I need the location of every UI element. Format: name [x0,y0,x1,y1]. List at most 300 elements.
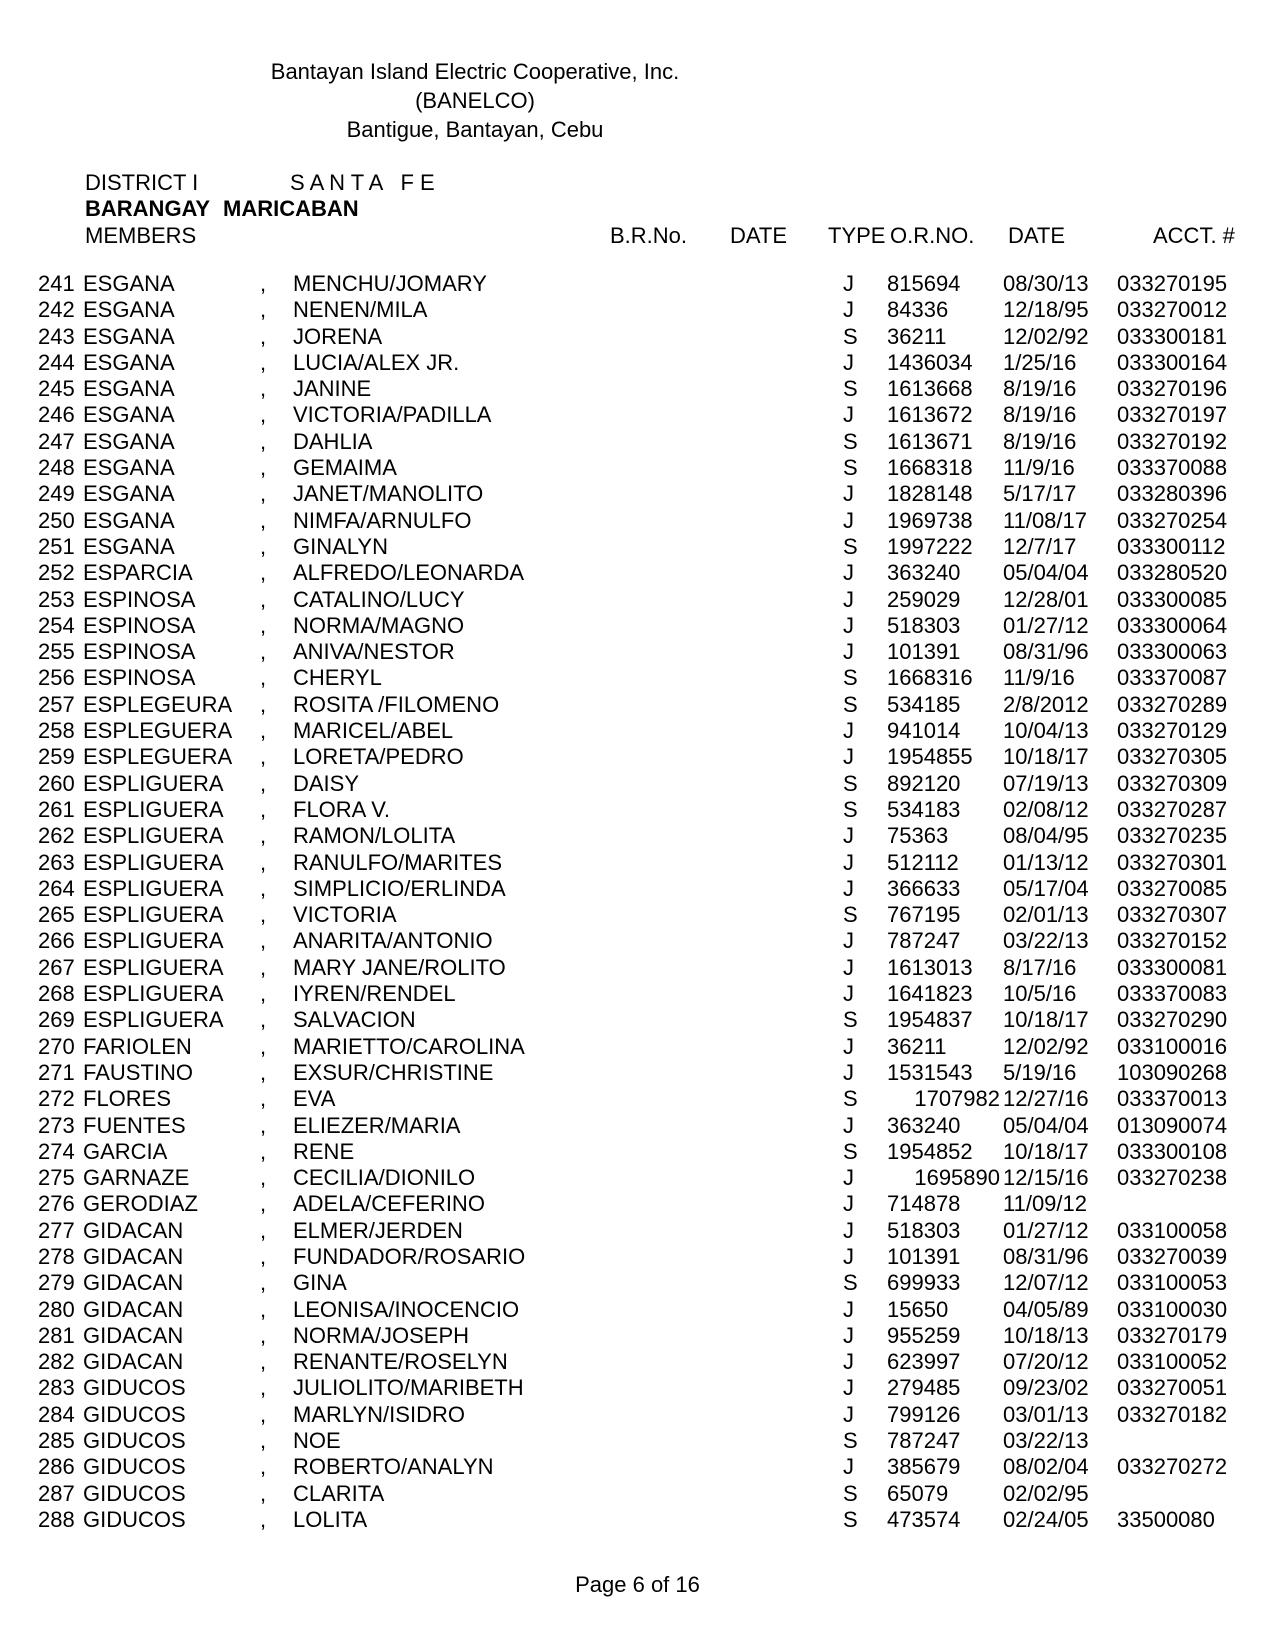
member-surname: GIDUCOS [83,1375,186,1401]
comma-separator: , [260,533,267,559]
comma-separator: , [260,507,267,533]
or-number: 363240 [887,560,961,586]
row-number: 279 [38,1270,75,1296]
row-number: 258 [38,718,75,744]
account-number: 033370083 [1117,981,1228,1007]
row-number: 265 [38,902,75,928]
member-surname: ESGANA [83,455,175,481]
membership-type: S [843,455,858,481]
table-row [0,1086,1275,1112]
or-number: 534185 [887,691,961,717]
account-number: 033270309 [1117,770,1228,796]
table-row [0,534,1275,560]
table-row [0,1113,1275,1139]
row-number: 269 [38,1007,75,1033]
account-number: 033270287 [1117,796,1228,822]
or-date: 12/07/12 [1003,1270,1089,1296]
or-date-column-header: DATE [1008,223,1066,248]
row-number: 272 [38,1086,75,1112]
or-date: 8/17/16 [1003,954,1077,980]
or-date: 07/19/13 [1003,770,1089,796]
table-row [0,1165,1275,1191]
member-given-names: DAISY [293,770,360,796]
membership-type: S [843,1086,858,1112]
table-row [0,455,1275,481]
comma-separator: , [260,902,267,928]
account-number: 033370088 [1117,455,1228,481]
comma-separator: , [260,1191,267,1217]
table-row [0,1218,1275,1244]
table-row [0,587,1275,613]
or-date: 10/18/17 [1003,744,1089,770]
table-row [0,876,1275,902]
member-surname: ESGANA [83,271,175,296]
row-number: 262 [38,823,75,849]
member-surname: ESPLIGUERA [83,1007,224,1033]
orno-column-header: O.R.NO. [890,223,975,248]
membership-type: J [843,875,854,901]
member-given-names: FUNDADOR/ROSARIO [293,1243,526,1269]
row-number: 280 [38,1296,75,1322]
account-number: 033300112 [1117,533,1226,559]
membership-type: S [843,1138,858,1164]
membership-type: J [843,1375,854,1401]
member-given-names: SIMPLICIO/ERLINDA [293,875,506,901]
comma-separator: , [260,849,267,875]
or-date: 12/02/92 [1003,323,1089,349]
member-given-names: NORMA/MAGNO [293,612,465,638]
or-date: 03/22/13 [1003,928,1089,954]
row-number: 241 [38,271,75,296]
or-date: 11/9/16 [1003,665,1075,691]
or-number: 65079 [887,1480,949,1506]
membership-type: J [843,586,854,612]
member-surname: ESGANA [83,507,175,533]
comma-separator: , [260,612,267,638]
table-row [0,1244,1275,1270]
or-date: 12/15/16 [1003,1165,1089,1191]
row-number: 277 [38,1217,75,1243]
membership-type: S [843,902,858,928]
membership-type: S [843,1506,858,1532]
row-number: 253 [38,586,75,612]
or-date: 02/08/12 [1003,796,1089,822]
account-number: 013090074 [1117,1112,1228,1138]
account-number: 033300108 [1117,1138,1228,1164]
or-number: 1436034 [887,349,973,375]
comma-separator: , [260,1033,267,1059]
account-number: 033270196 [1117,376,1228,402]
row-number: 267 [38,954,75,980]
comma-separator: , [260,376,267,402]
member-surname: ESGANA [83,297,175,323]
or-date: 08/31/96 [1003,639,1089,665]
comma-separator: , [260,1480,267,1506]
account-number: 033280520 [1117,560,1228,586]
member-surname: GERODIAZ [83,1191,198,1217]
or-number: 101391 [887,1243,961,1269]
table-row [0,692,1275,718]
member-surname: ESPINOSA [83,665,196,691]
member-surname: ESPLEGEURA [83,691,233,717]
row-number: 275 [38,1165,75,1191]
comma-separator: , [260,402,267,428]
account-number: 033300181 [1117,323,1228,349]
or-number: 1668318 [887,455,973,481]
comma-separator: , [260,691,267,717]
row-number: 245 [38,376,75,402]
comma-separator: , [260,1165,267,1191]
or-date: 8/19/16 [1003,428,1077,454]
table-row [0,981,1275,1007]
table-row [0,1270,1275,1296]
membership-type: S [843,323,858,349]
account-number: 033270039 [1117,1243,1228,1269]
membership-type: J [843,1191,854,1217]
member-surname: ESPLIGUERA [83,796,224,822]
or-number: 259029 [887,586,961,612]
or-number: 799126 [887,1401,961,1427]
table-row [0,797,1275,823]
or-number: 787247 [887,928,961,954]
or-date: 03/01/13 [1003,1401,1089,1427]
member-given-names: JULIOLITO/MARIBETH [293,1375,524,1401]
row-number: 266 [38,928,75,954]
district-line [0,170,1275,196]
member-given-names: NIMFA/ARNULFO [293,507,472,533]
member-given-names: IYREN/RENDEL [293,981,456,1007]
or-number: 84336 [887,297,949,323]
or-number: 363240 [887,1112,961,1138]
account-number: 033270195 [1117,271,1228,296]
table-row [0,823,1275,849]
row-number: 261 [38,796,75,822]
account-number: 033270197 [1117,402,1228,428]
table-row [0,1428,1275,1454]
or-number: 1613013 [887,954,973,980]
comma-separator: , [260,1506,267,1532]
member-given-names: ADELA/CEFERINO [293,1191,485,1217]
table-row [0,1060,1275,1086]
or-date: 12/7/17 [1003,533,1077,559]
account-number: 033270012 [1117,297,1228,323]
account-number: 033300164 [1117,349,1228,375]
table-row [0,1507,1275,1533]
comma-separator: , [260,323,267,349]
comma-separator: , [260,1270,267,1296]
or-date: 12/02/92 [1003,1033,1089,1059]
member-surname: ESPLIGUERA [83,954,224,980]
member-given-names: MARIETTO/CAROLINA [293,1033,525,1059]
or-number: 1613668 [887,376,973,402]
comma-separator: , [260,875,267,901]
or-number: 36211 [887,1033,947,1059]
membership-type: S [843,428,858,454]
table-row [0,1349,1275,1375]
or-number: 1954855 [887,744,973,770]
comma-separator: , [260,428,267,454]
member-given-names: RENANTE/ROSELYN [293,1349,508,1375]
or-number: 1954852 [887,1138,973,1164]
or-date: 01/27/12 [1003,612,1089,638]
or-date: 02/24/05 [1003,1506,1089,1532]
organization-header [0,57,950,144]
row-number: 250 [38,507,75,533]
member-given-names: VICTORIA [293,902,397,928]
member-given-names: ROSITA /FILOMENO [293,691,500,717]
comma-separator: , [260,349,267,375]
organization-address: Bantigue, Bantayan, Cebu [346,117,604,142]
member-surname: ESPINOSA [83,586,196,612]
organization-acronym: (BANELCO) [415,88,535,113]
member-given-names: SALVACION [293,1007,416,1033]
account-number: 033100016 [1117,1033,1228,1059]
row-number: 286 [38,1454,75,1480]
row-number: 273 [38,1112,75,1138]
table-row [0,1191,1275,1217]
table-row [0,850,1275,876]
table-row [0,1297,1275,1323]
row-number: 251 [38,533,75,559]
account-number: 033270235 [1117,823,1228,849]
or-number: 714878 [887,1191,961,1217]
or-number: 518303 [887,1217,961,1243]
member-given-names: LEONISA/INOCENCIO [293,1296,520,1322]
account-number: 033270290 [1117,1007,1228,1033]
comma-separator: , [260,1086,267,1112]
member-surname: GIDUCOS [83,1506,186,1532]
or-number: 699933 [887,1270,961,1296]
account-number: 033300063 [1117,639,1228,665]
table-row [0,376,1275,402]
membership-type: S [843,1270,858,1296]
row-number: 254 [38,612,75,638]
comma-separator: , [260,1112,267,1138]
member-given-names: EVA [293,1086,336,1112]
or-date: 10/04/13 [1003,718,1089,744]
table-row [0,744,1275,770]
member-surname: GIDACAN [83,1296,184,1322]
membership-type: S [843,770,858,796]
or-date: 2/8/2012 [1003,691,1089,717]
row-number: 247 [38,428,75,454]
or-number: 955259 [887,1322,961,1348]
or-date: 5/17/17 [1003,481,1077,507]
member-surname: ESPLIGUERA [83,902,224,928]
membership-type: J [843,954,854,980]
member-surname: ESPARCIA [83,560,193,586]
district-value: S A N T A F E [290,170,435,195]
table-row [0,1139,1275,1165]
membership-type: J [843,1217,854,1243]
row-number: 248 [38,455,75,481]
district-label: DISTRICT I [85,170,199,195]
or-number: 941014 [887,718,961,744]
member-surname: ESPLIGUERA [83,928,224,954]
or-number: 892120 [887,770,961,796]
or-number: 385679 [887,1454,961,1480]
member-given-names: MARICEL/ABEL [293,718,454,744]
membership-type: J [843,1059,854,1085]
member-surname: GARCIA [83,1138,168,1164]
or-number: 518303 [887,612,961,638]
account-number: 033300064 [1117,612,1228,638]
row-number: 283 [38,1375,75,1401]
table-row [0,771,1275,797]
table-row [0,481,1275,507]
member-surname: GIDUCOS [83,1480,186,1506]
or-number: 366633 [887,875,961,901]
membership-type: J [843,1243,854,1269]
members-column-header: MEMBERS [85,223,197,248]
row-number: 270 [38,1033,75,1059]
comma-separator: , [260,744,267,770]
membership-type: S [843,1480,858,1506]
comma-separator: , [260,1322,267,1348]
member-surname: GIDACAN [83,1349,184,1375]
member-surname: ESPLIGUERA [83,875,224,901]
member-given-names: NENEN/MILA [293,297,428,323]
membership-type: J [843,718,854,744]
or-number: 767195 [887,902,961,928]
row-number: 257 [38,691,75,717]
comma-separator: , [260,1375,267,1401]
member-surname: ESGANA [83,533,175,559]
or-date: 01/13/12 [1003,849,1089,875]
row-number: 243 [38,323,75,349]
member-surname: GIDACAN [83,1243,184,1269]
member-rows [0,271,1275,1533]
comma-separator: , [260,481,267,507]
membership-type: J [843,1401,854,1427]
row-number: 256 [38,665,75,691]
member-given-names: ANIVA/NESTOR [293,639,455,665]
row-number: 255 [38,639,75,665]
account-number: 033270254 [1117,507,1228,533]
or-date: 07/20/12 [1003,1349,1089,1375]
member-surname: ESGANA [83,402,175,428]
or-date: 08/04/95 [1003,823,1089,849]
row-number: 263 [38,849,75,875]
or-date: 03/22/13 [1003,1428,1089,1454]
or-number: 815694 [887,271,961,296]
membership-type: J [843,1112,854,1138]
row-number: 242 [38,297,75,323]
membership-type: J [843,849,854,875]
account-number: 033100058 [1117,1217,1228,1243]
member-surname: ESGANA [83,376,175,402]
or-date: 1/25/16 [1003,349,1077,375]
comma-separator: , [260,1401,267,1427]
comma-separator: , [260,271,267,296]
account-number: 033100053 [1117,1270,1228,1296]
membership-type: J [843,481,854,507]
member-given-names: DAHLIA [293,428,373,454]
account-number: 033300081 [1117,954,1228,980]
account-number: 033270152 [1117,928,1228,954]
row-number: 244 [38,349,75,375]
or-date: 10/18/17 [1003,1138,1089,1164]
row-number: 281 [38,1322,75,1348]
account-number: 033270289 [1117,691,1228,717]
comma-separator: , [260,1349,267,1375]
or-date: 10/18/17 [1003,1007,1089,1033]
or-date: 11/08/17 [1003,507,1088,533]
type-column-header: TYPE [828,223,886,248]
member-surname: GIDUCOS [83,1454,186,1480]
membership-type: S [843,533,858,559]
account-column-header: ACCT. # [1153,223,1235,248]
membership-type: S [843,1428,858,1454]
member-given-names: LORETA/PEDRO [293,744,464,770]
table-row [0,665,1275,691]
or-date: 10/5/16 [1003,981,1077,1007]
or-date: 04/05/89 [1003,1296,1089,1322]
or-number: 1668316 [887,665,973,691]
membership-type: S [843,796,858,822]
comma-separator: , [260,639,267,665]
member-given-names: ELIEZER/MARIA [293,1112,461,1138]
row-number: 264 [38,875,75,901]
row-number: 276 [38,1191,75,1217]
or-number: 1613671 [887,428,973,454]
row-number: 282 [38,1349,75,1375]
account-number: 033270238 [1117,1165,1228,1191]
member-surname: ESGANA [83,323,175,349]
or-date: 08/30/13 [1003,271,1089,296]
member-surname: GARNAZE [83,1165,190,1191]
comma-separator: , [260,455,267,481]
or-date: 11/9/16 [1003,455,1075,481]
table-row [0,350,1275,376]
member-given-names: MARY JANE/ROLITO [293,954,506,980]
account-number: 103090268 [1117,1059,1228,1085]
member-surname: ESPINOSA [83,639,196,665]
or-number: 1828148 [887,481,973,507]
or-date: 08/02/04 [1003,1454,1089,1480]
or-date: 8/19/16 [1003,402,1077,428]
or-date: 09/23/02 [1003,1375,1089,1401]
member-surname: GIDACAN [83,1217,184,1243]
membership-type: J [843,349,854,375]
or-number: 75363 [887,823,949,849]
account-number: 33500080 [1117,1506,1215,1532]
table-row [0,508,1275,534]
or-number: 279485 [887,1375,961,1401]
row-number: 260 [38,770,75,796]
membership-type: S [843,376,858,402]
comma-separator: , [260,1138,267,1164]
comma-separator: , [260,1428,267,1454]
table-row [0,718,1275,744]
table-row [0,271,1275,297]
membership-type: J [843,1296,854,1322]
member-given-names: CHERYL [293,665,382,691]
row-number: 285 [38,1428,75,1454]
account-number: 033270129 [1117,718,1228,744]
membership-type: J [843,612,854,638]
membership-type: J [843,1033,854,1059]
or-date: 8/19/16 [1003,376,1077,402]
member-given-names: GEMAIMA [293,455,397,481]
comma-separator: , [260,1217,267,1243]
member-surname: GIDUCOS [83,1428,186,1454]
comma-separator: , [260,823,267,849]
member-surname: ESGANA [83,481,175,507]
comma-separator: , [260,770,267,796]
membership-type: J [843,639,854,665]
table-row [0,1454,1275,1480]
